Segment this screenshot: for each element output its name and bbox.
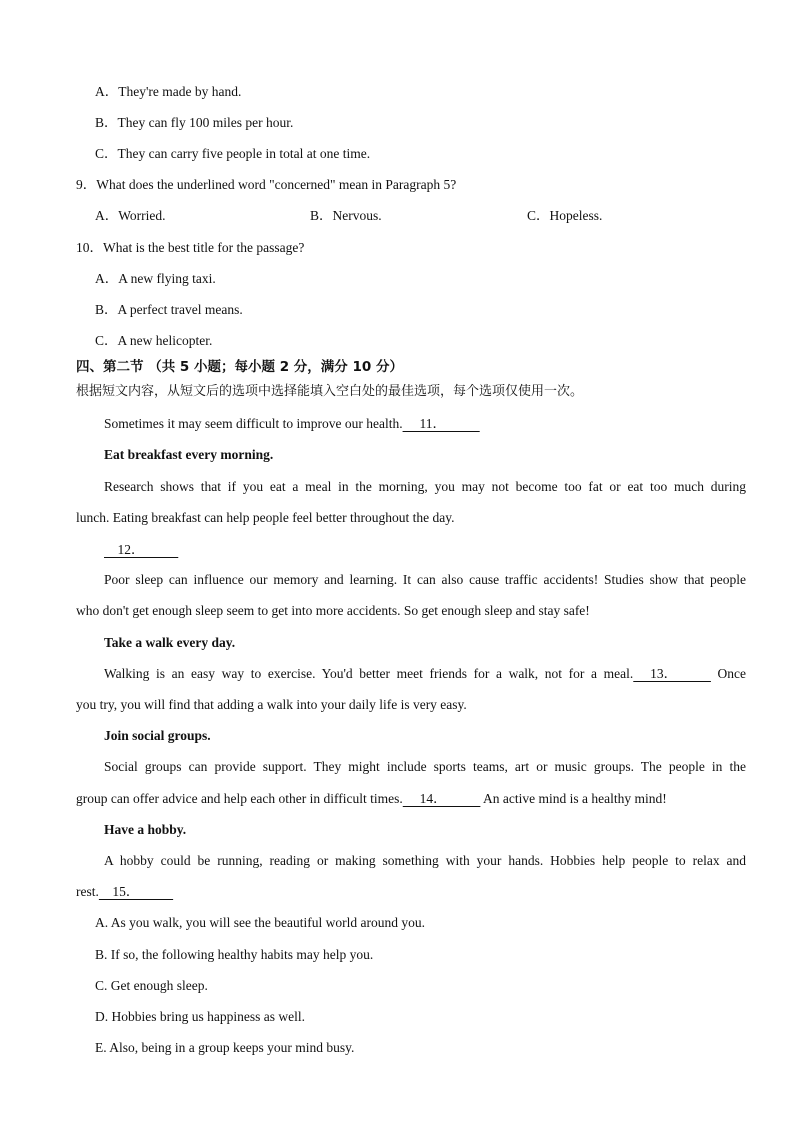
blank-14[interactable]: 14． [402,791,481,806]
habit-heading-social: Join social groups. [104,728,211,743]
q10-stem: 10．What is the best title for the passage? [76,240,305,255]
passage-text: group can offer advice and help each other in difficult times. [76,791,403,806]
passage-blank-line-12 [104,541,178,559]
section-instruction: 根据短文内容，从短文后的选项中选择能填入空白处的最佳选项，每个选项仅使用一次。 [76,384,584,399]
answer-option-c: C. Get enough sleep. [95,978,208,993]
blank-15[interactable]: 15． [98,884,174,899]
q8-option-b: B．They can fly 100 miles per hour. [95,115,294,130]
answer-option-d: D. Hobbies bring us happiness as well. [95,1009,305,1024]
q10-option-a: A．A new flying taxi. [95,271,216,286]
q9-option-b: B．Nervous. [310,208,382,223]
passage-paragraph-4-line-2: you try, you will find that adding a walk into your daily life is very easy. [76,697,467,712]
answer-option-a: A. As you walk, you will see the beautiful world around you. [95,915,425,930]
q10-option-b: B．A perfect travel means. [95,302,243,317]
passage-text: Walking is an easy way to exercise. You'd better meet friends for a walk, not for a meal. [104,666,634,681]
passage-text: Sometimes it may seem difficult to improve our health. [104,416,403,431]
answer-option-e: E. Also, being in a group keeps your mind busy. [95,1040,355,1055]
blank-13[interactable]: 13． [633,666,711,681]
passage-paragraph-1 [104,415,480,433]
passage-paragraph-6-line-1: A hobby could be running, reading or making something with your hands. Hobbies help people to relax and [104,853,746,868]
blank-12[interactable]: 12． [104,542,179,557]
habit-heading-walk: Take a walk every day. [104,635,236,650]
answer-option-b: B. If so, the following healthy habits may help you. [95,947,374,962]
q10-option-c: C．A new helicopter. [95,333,213,348]
passage-paragraph-5-line-2 [76,790,667,808]
passage-paragraph-3-line-2: who don't get enough sleep seem to get into more accidents. So get enough sleep and stay safe! [76,603,590,618]
q8-option-c: C．They can carry five people in total at one time. [95,146,371,161]
q9-option-c: C．Hopeless. [527,208,603,223]
passage-paragraph-5-line-1: Social groups can provide support. They might include sports teams, art or music groups. The people in the [104,759,746,774]
q8-option-a: A．They're made by hand. [95,84,242,99]
blank-11[interactable]: 11． [402,416,480,431]
habit-heading-hobby: Have a hobby. [104,822,187,837]
habit-heading-breakfast: Eat breakfast every morning. [104,447,274,462]
passage-paragraph-2-line-2: lunch. Eating breakfast can help people feel better throughout the day. [76,510,455,525]
passage-text: Once [710,666,747,681]
section-heading: 四、第二节 （共 5 小题；每小题 2 分，满分 10 分） [76,359,403,375]
passage-paragraph-4-line-1 [104,665,746,683]
passage-text: rest. [76,884,99,899]
passage-paragraph-2-line-1: Research shows that if you eat a meal in the morning, you may not become too fat or eat too much during [104,479,746,494]
passage-paragraph-3-line-1: Poor sleep can influence our memory and learning. It can also cause traffic accidents! Studies show that people [104,572,746,587]
q9-option-a: A．Worried. [95,208,166,223]
passage-text: An active mind is a healthy mind! [480,791,667,806]
q9-stem: 9．What does the underlined word "concerned" mean in Paragraph 5? [76,177,457,192]
passage-paragraph-6-line-2 [76,883,173,901]
